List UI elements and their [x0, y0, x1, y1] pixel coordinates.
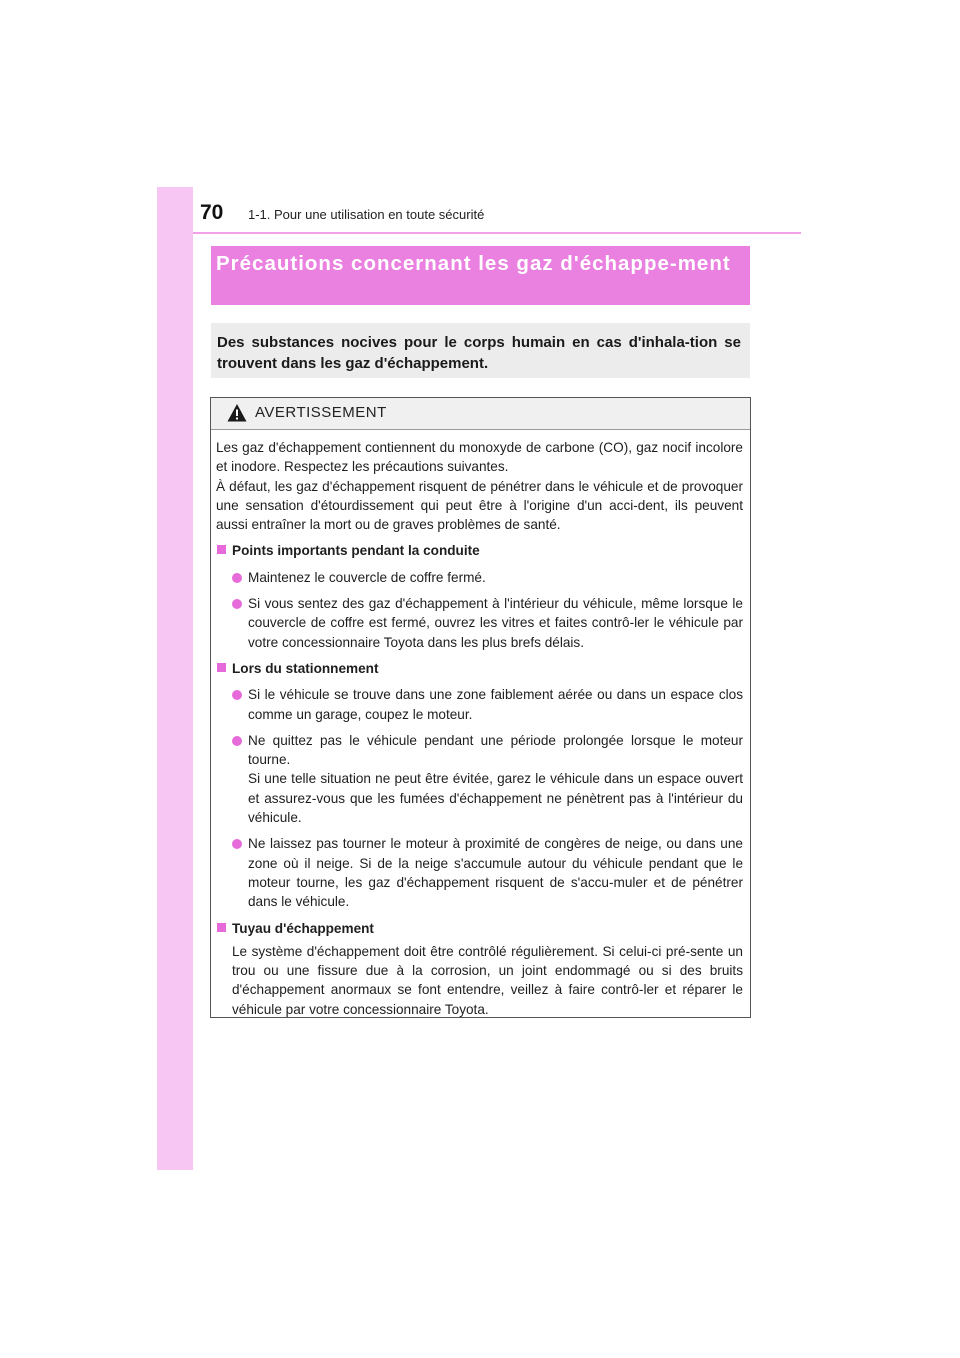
round-bullet-icon: [232, 839, 242, 849]
section-heading: [216, 919, 743, 938]
section-text: Le système d'échappement doit être contrôlé régulièrement. Si celui-ci pré-sente un trou ou une fissure due à la corrosion, un joint endommagé ou si des bruits d'échappement anormaux se font entendre, veillez à faire contrô-ler et réparer le véhicule par votre concessionnaire Toyota.: [232, 943, 743, 1017]
round-bullet-icon: [232, 736, 242, 746]
round-bullet-icon: [232, 690, 242, 700]
square-bullet-icon: [217, 923, 226, 932]
side-color-band: [157, 187, 193, 1170]
section-heading: [216, 541, 743, 560]
section-heading-label: Lors du stationnement: [232, 660, 379, 676]
intro-text: Des substances nocives pour le corps humain en cas d'inhala-tion se trouvent dans les gaz d'échappement.: [217, 334, 741, 372]
section-heading-label: Tuyau d'échappement: [232, 920, 374, 936]
page-number: 70: [200, 201, 224, 224]
header-rule: [193, 232, 801, 234]
section-heading: [216, 659, 743, 678]
list-item-text: Maintenez le couvercle de coffre fermé.: [248, 569, 486, 585]
list-item-extra-text: Si une telle situation ne peut être évitée, garez le véhicule dans un espace ouvert et assurez-vous que les fumées d'échappement ne pénètrent pas à l'intérieur du véhicule.: [248, 771, 743, 826]
warning-box: [210, 397, 751, 1018]
list-item: [216, 685, 743, 724]
list-item-text: Si vous sentez des gaz d'échappement à l'intérieur du véhicule, même lorsque le couvercle de coffre est fermé, ouvrez les vitres et faites contrô-ler le véhicule par votre concessionnaire Toyota dans les plus brefs délais.: [248, 596, 743, 650]
section-heading-label: Points importants pendant la conduite: [232, 543, 480, 559]
list-item-text: Ne laissez pas tourner le moteur à proximité de congères de neige, ou dans une zone où il neige. Si de la neige s'accumule autour du véhicule pendant que le moteur tourne, les gaz d'échappement risquent de s'accu-muler et de pénétrer dans le véhicule.: [248, 836, 743, 910]
warning-title: AVERTISSEMENT: [255, 404, 387, 421]
list-item: [216, 731, 743, 827]
list-item-text: Si le véhicule se trouve dans une zone faiblement aérée ou dans un espace clos comme un garage, coupez le moteur.: [248, 687, 743, 722]
warning-triangle-icon: [227, 403, 247, 423]
section-title: Précautions concernant les gaz d'échappe-ment: [216, 252, 731, 275]
list-item: [216, 594, 743, 652]
round-bullet-icon: [232, 573, 242, 583]
list-item: [216, 834, 743, 911]
warning-body: [216, 438, 743, 1019]
list-item: [216, 568, 743, 587]
round-bullet-icon: [232, 599, 242, 609]
list-item-text: Ne quittez pas le véhicule pendant une période prolongée lorsque le moteur tourne.: [248, 732, 743, 768]
warning-header: [211, 398, 750, 430]
square-bullet-icon: [217, 545, 226, 554]
warning-paragraph: Les gaz d'échappement contiennent du monoxyde de carbone (CO), gaz nocif incolore et inodore. Respectez les précautions suivantes.: [216, 440, 743, 475]
square-bullet-icon: [217, 663, 226, 672]
warning-paragraph: À défaut, les gaz d'échappement risquent de pénétrer dans le véhicule et de provoquer une sensation d'étourdissement qui peut être à l'origine d'un acci-dent, ils peuvent aussi entraîner la mort ou de graves problèmes de santé.: [216, 478, 743, 533]
chapter-title: 1-1. Pour une utilisation en toute sécurité: [248, 207, 485, 222]
